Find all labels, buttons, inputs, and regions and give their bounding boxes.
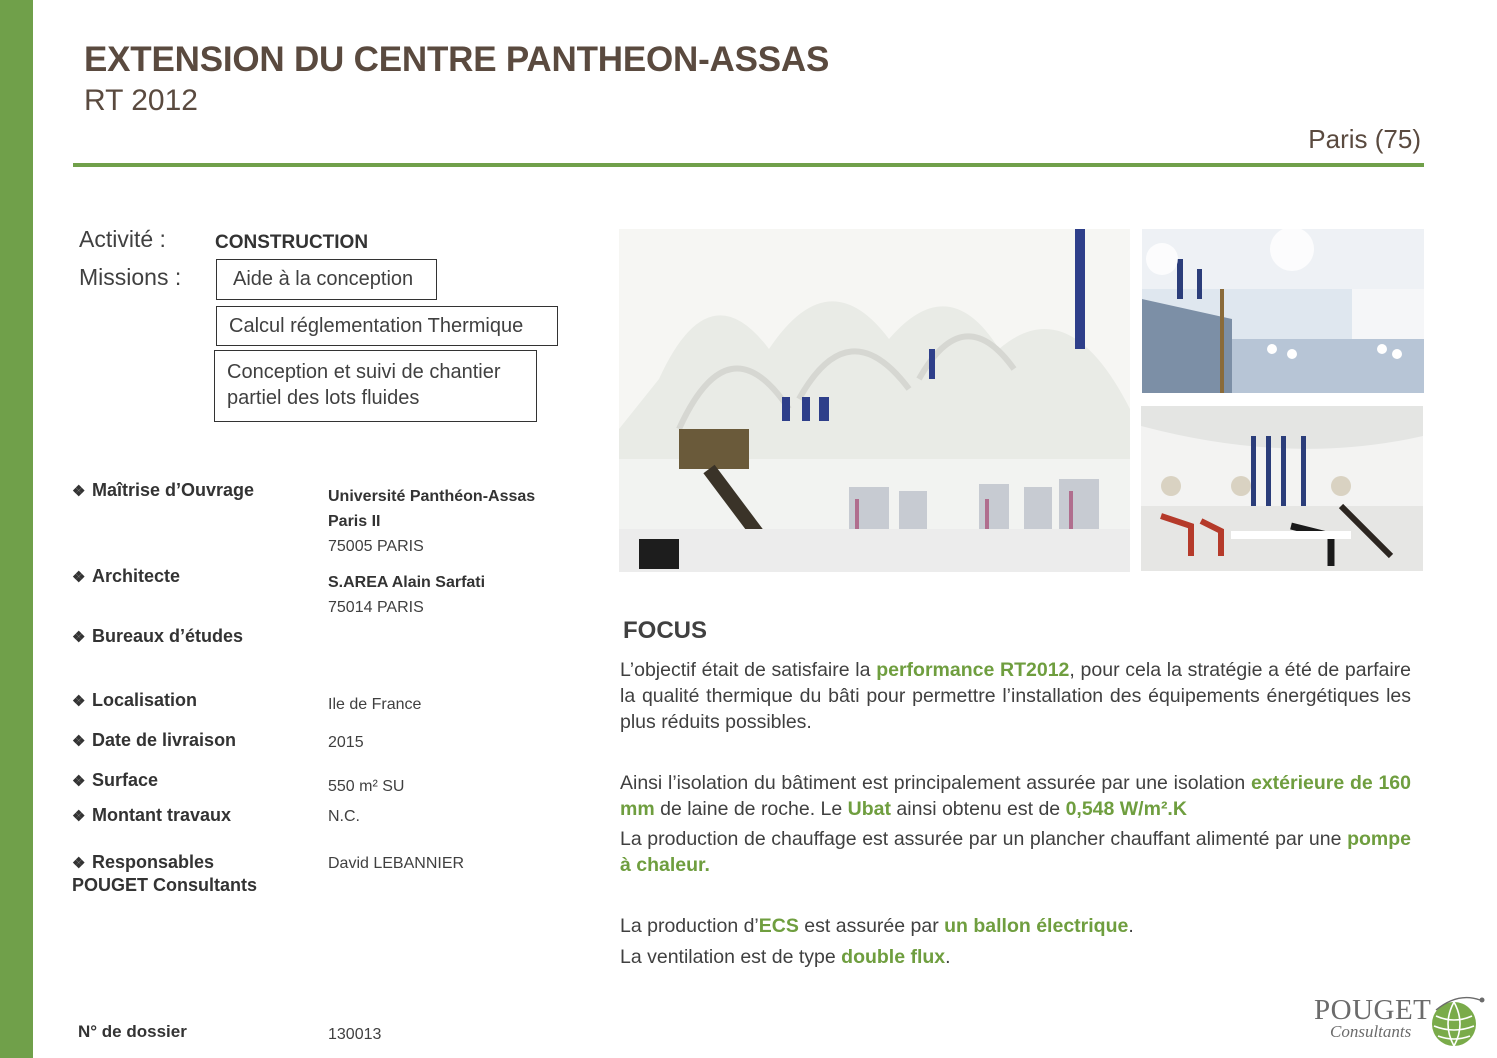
info-row-responsables: ❖ Responsables POUGET Consultants [72,852,258,895]
photo-main-hall [619,229,1130,572]
mission-text: Conception et suivi de chantier partiel des lots fluides [227,361,501,409]
diamond-bullet-icon: ❖ [72,855,86,872]
location-label: Paris (75) [1308,124,1421,154]
info-value-date: 2015 [328,734,364,751]
logo-subtitle: Consultants [1330,1022,1412,1041]
info-row-architecte: ❖ Architecte [72,566,181,586]
mission-box-3 [214,350,537,422]
activity-value: CONSTRUCTION [215,232,369,253]
photo-corridor [1142,229,1424,393]
missions-label: Missions : [79,264,182,290]
dossier-number: 130013 [328,1026,382,1043]
info-row-maitrise: ❖ Maîtrise d’Ouvrage [72,480,255,500]
page-title: EXTENSION DU CENTRE PANTHEON-ASSAS [84,40,830,79]
focus-paragraph-3: La production de chauffage est assurée par un plancher chauffant alimenté par une pompe à chaleur. [620,828,1411,876]
diamond-bullet-icon: ❖ [72,733,86,750]
mission-box-2 [216,306,558,346]
header-divider [73,163,1424,167]
focus-paragraph-2: Ainsi l’isolation du bâtiment est principalement assurée par une isolation extérieure de 160 mm de laine de roche. Le Ubat ainsi obtenu est de 0,548 W/m².K [620,772,1411,820]
globe-icon [1428,994,1488,1052]
focus-title: FOCUS [623,617,707,644]
diamond-bullet-icon: ❖ [72,693,86,710]
photo-reading-room [1141,406,1423,571]
info-row-surface: ❖ Surface [72,770,159,790]
focus-paragraph-1: L’objectif était de satisfaire la performance RT2012, pour cela la stratégie a été de parfaire la qualité thermique du bâti pour permettre l’installation des équipements énergétiques les plus réduits possibles. [620,659,1412,733]
diamond-bullet-icon: ❖ [72,808,86,825]
info-value-montant: N.C. [328,808,360,825]
info-value-responsables: David LEBANNIER [328,855,465,872]
logo-wordmark: POUGET [1314,994,1432,1026]
focus-paragraph-5: La ventilation est de type double flux. [620,946,951,968]
dossier-label: N° de dossier [78,1022,187,1041]
mission-box-1 [216,259,437,300]
diamond-bullet-icon: ❖ [72,629,86,646]
info-value-surface: 550 m² SU [328,778,405,795]
diamond-bullet-icon: ❖ [72,569,86,586]
focus-paragraph-4: La production d’ECS est assurée par un ballon électrique. [620,915,1134,937]
pouget-logo [1310,992,1490,1052]
diamond-bullet-icon: ❖ [72,773,86,790]
page-subtitle: RT 2012 [84,84,198,117]
info-value-localisation: Ile de France [328,696,422,713]
info-row-montant: ❖ Montant travaux [72,805,232,825]
mission-text: Calcul réglementation Thermique [229,314,524,337]
activity-label: Activité : [79,226,166,252]
info-row-localisation: ❖ Localisation [72,690,198,710]
info-row-date: ❖ Date de livraison [72,730,237,750]
side-accent-bar [0,0,33,1058]
diamond-bullet-icon: ❖ [72,483,86,500]
mission-text: Aide à la conception [233,268,414,290]
info-value-maitrise: Université Panthéon-Assas Paris II 75005 PARIS [328,488,536,555]
info-row-bureaux: ❖ Bureaux d’études [72,626,244,646]
info-value-architecte: S.AREA Alain Sarfati 75014 PARIS [328,574,486,616]
